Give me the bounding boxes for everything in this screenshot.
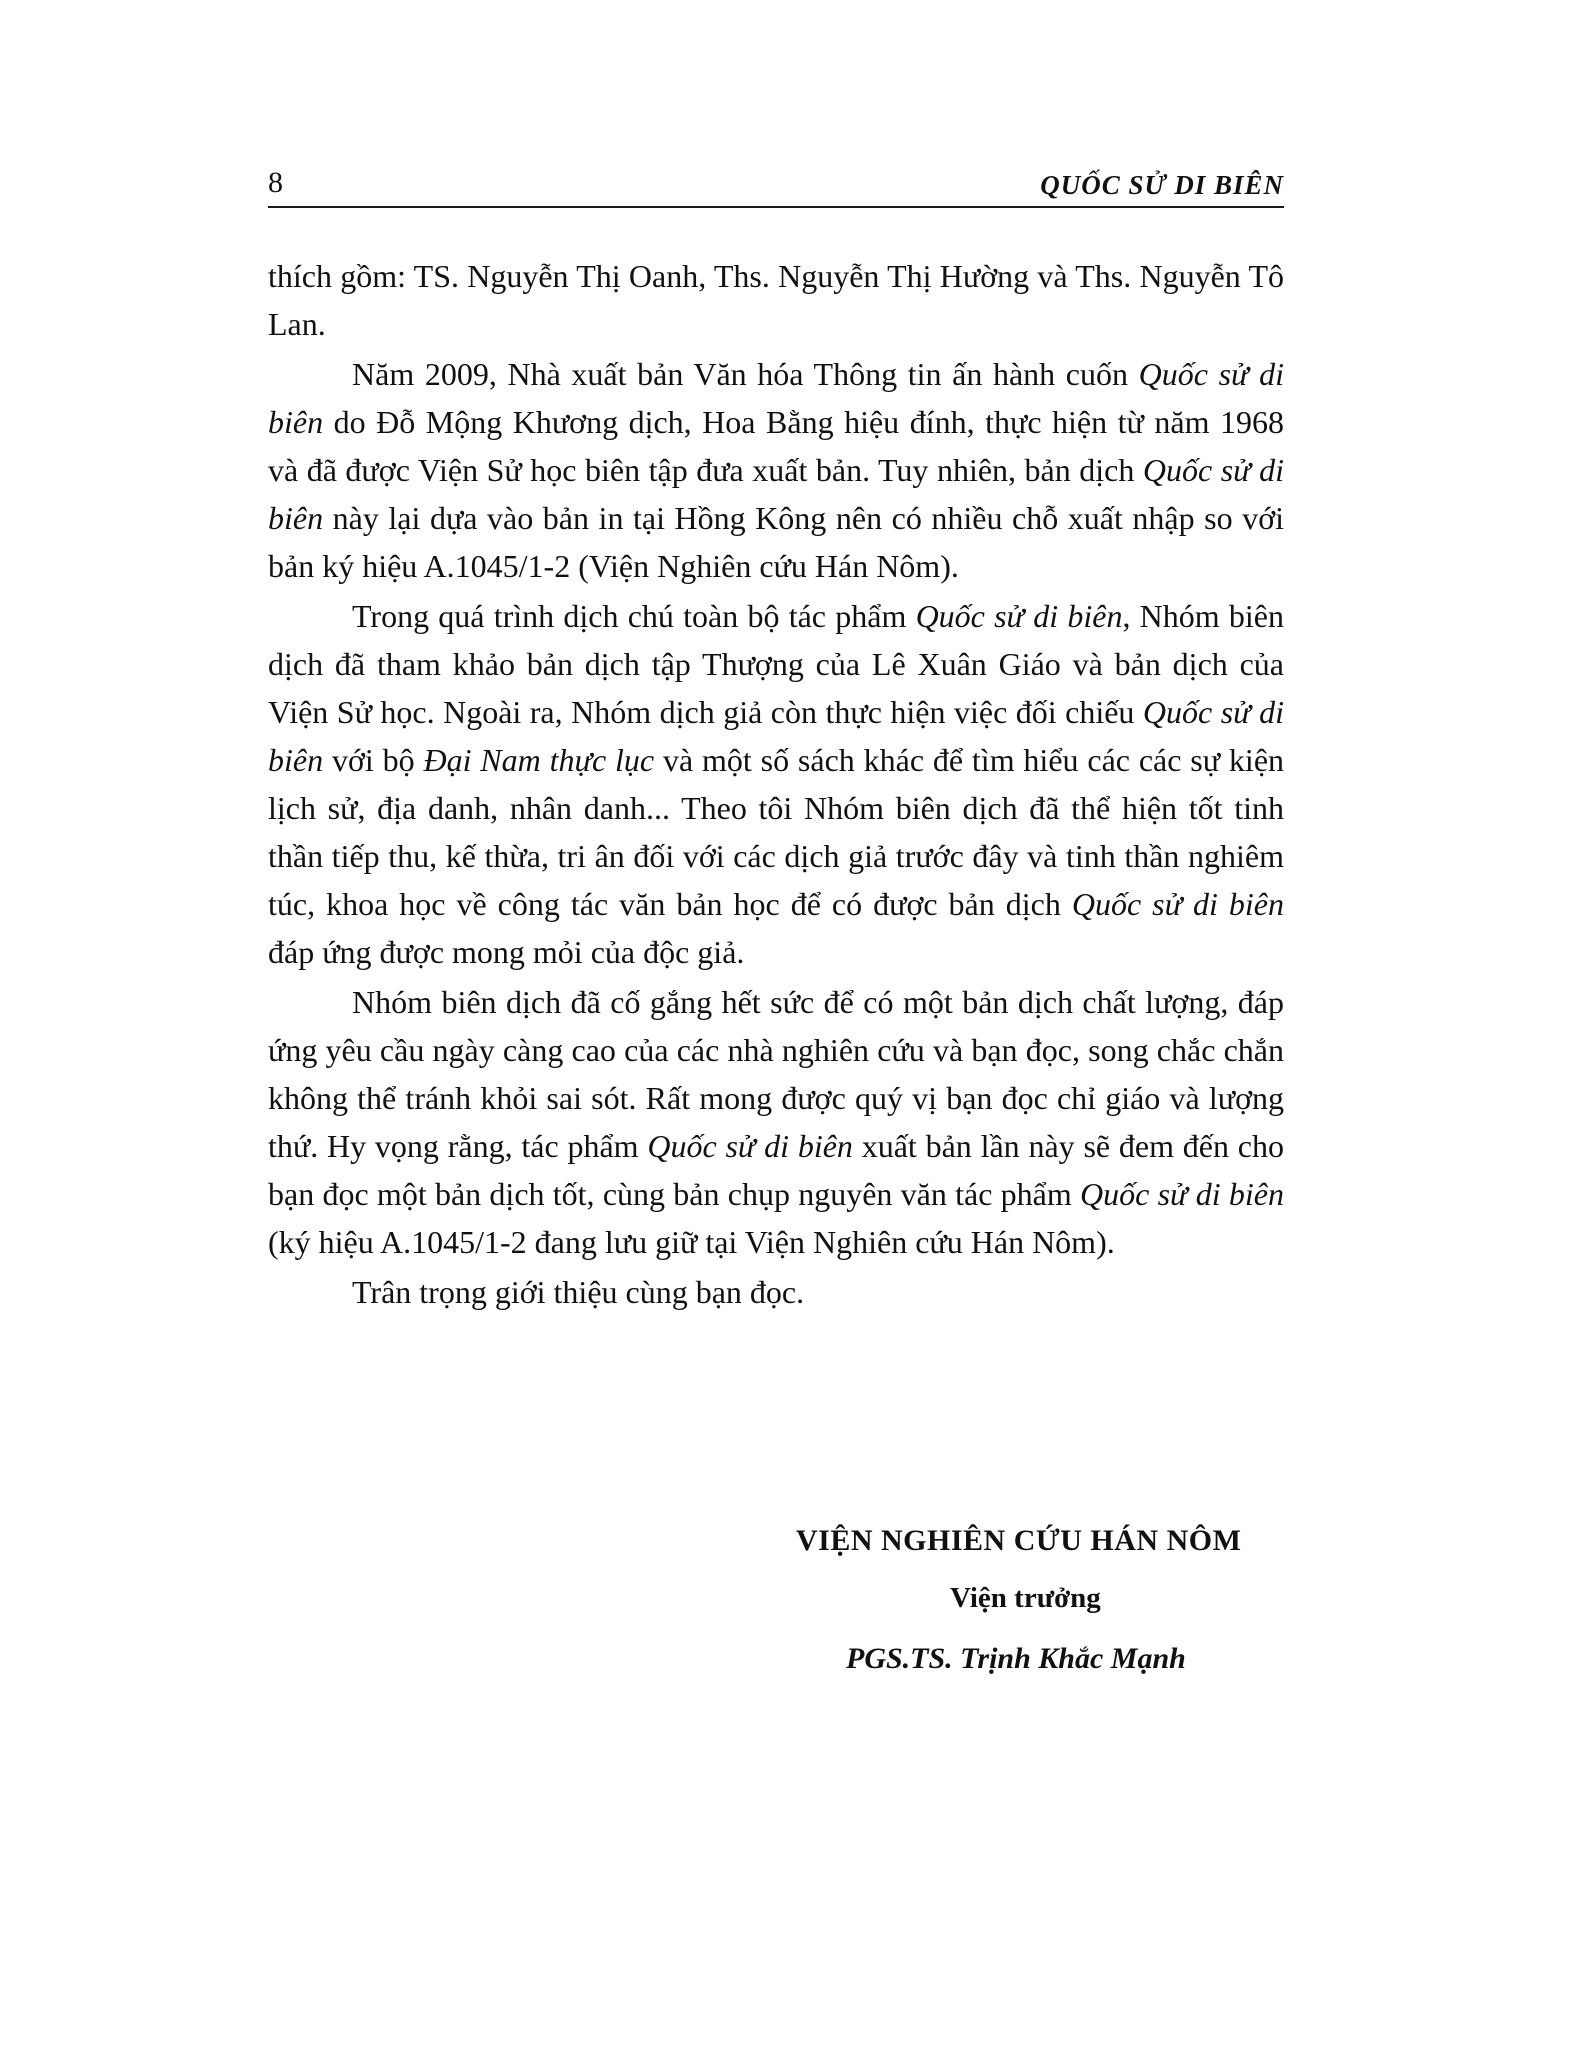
text-segment: với bộ [323,742,424,778]
page-number: 8 [268,166,283,199]
text-segment: xuất bản lần này sẽ đem đến cho bạn đọc một bản dịch tốt, cùng bản chụp nguyên văn tác phẩm [268,1128,1285,1212]
italic-title-segment: Quốc sử di biên [915,598,1123,634]
signature-organization: VIỆN NGHIÊN CỨU HÁN NÔM [796,1524,1242,1557]
signature-name: PGS.TS. Trịnh Khắc Mạnh [846,1642,1186,1675]
text-segment: đáp ứng được mong mỏi của độc giả. [268,934,745,970]
text-segment: thích gồm: TS. Nguyễn Thị Oanh, Ths. Nguyễn Thị Hường và Ths. Nguyễn Tô Lan. [268,258,1284,342]
running-title: QUỐC SỬ DI BIÊN [1040,170,1284,200]
paragraph-3 [268,592,1284,976]
text-segment: Trong quá trình dịch chú toàn bộ tác phẩm [352,598,916,634]
signature-role: Viện trưởng [950,1582,1101,1614]
italic-title-segment: Quốc sử di biên [647,1128,853,1164]
running-header [268,166,1284,208]
italic-title-segment: Quốc sử di biên [1080,1176,1285,1212]
text-segment: (ký hiệu A.1045/1-2 đang lưu giữ tại Viện Nghiên cứu Hán Nôm). [268,1224,1115,1260]
paragraph-2 [268,350,1284,590]
text-segment: , Nhóm biên dịch đã tham khảo bản dịch tập Thượng của Lê Xuân Giáo và bản dịch của Viện Sử học. Ngoài ra, Nhóm dịch giả còn thực hiện việc đối chiếu [268,598,1285,730]
text-segment: này lại dựa vào bản in tại Hồng Kông nên có nhiều chỗ xuất nhập so với bản ký hiệu A.1045/1-2 (Viện Nghiên cứu Hán Nôm). [268,500,1284,584]
text-segment: Năm 2009, Nhà xuất bản Văn hóa Thông tin ấn hành cuốn [352,356,1139,392]
italic-title-segment: Quốc sử di biên [1071,886,1285,922]
text-segment: Nhóm biên dịch đã cố gắng hết sức để có một bản dịch chất lượng, đáp ứng yêu cầu ngày càng cao của các nhà nghiên cứu và bạn đọc, song chắc chắn không thể tránh khỏi sai sót. Rất mong được quý vị bạn đọc chỉ giáo và lượng thứ. Hy vọng rằng, tác phẩm [268,984,1284,1164]
paragraph-4 [268,978,1284,1266]
text-segment: và một số sách khác để tìm hiểu các các sự kiện lịch sử, địa danh, nhân danh... Theo tôi Nhóm biên dịch đã thể hiện tốt tinh thần tiếp thu, kế thừa, tri ân đối với các dịch giả trước đây và tinh thần nghiêm túc, khoa học về công tác văn bản học để có được bản dịch [268,742,1285,922]
paragraph-5 [268,1268,1284,1316]
italic-title-segment: Quốc sử di biên [268,356,1285,440]
italic-title-segment: Quốc sử di biên [268,694,1285,778]
italic-title-segment: Quốc sử di biên [268,452,1285,536]
text-segment: do Đỗ Mộng Khương dịch, Hoa Bằng hiệu đính, thực hiện từ năm 1968 và đã được Viện Sử học biên tập đưa xuất bản. Tuy nhiên, bản dịch [268,404,1284,488]
body-text [268,252,1284,1316]
italic-title-segment: Đại Nam thực lục [423,742,655,778]
paragraph-1 [268,252,1284,348]
text-segment: Trân trọng giới thiệu cùng bạn đọc. [352,1274,805,1310]
signature-block [268,1524,1284,1694]
